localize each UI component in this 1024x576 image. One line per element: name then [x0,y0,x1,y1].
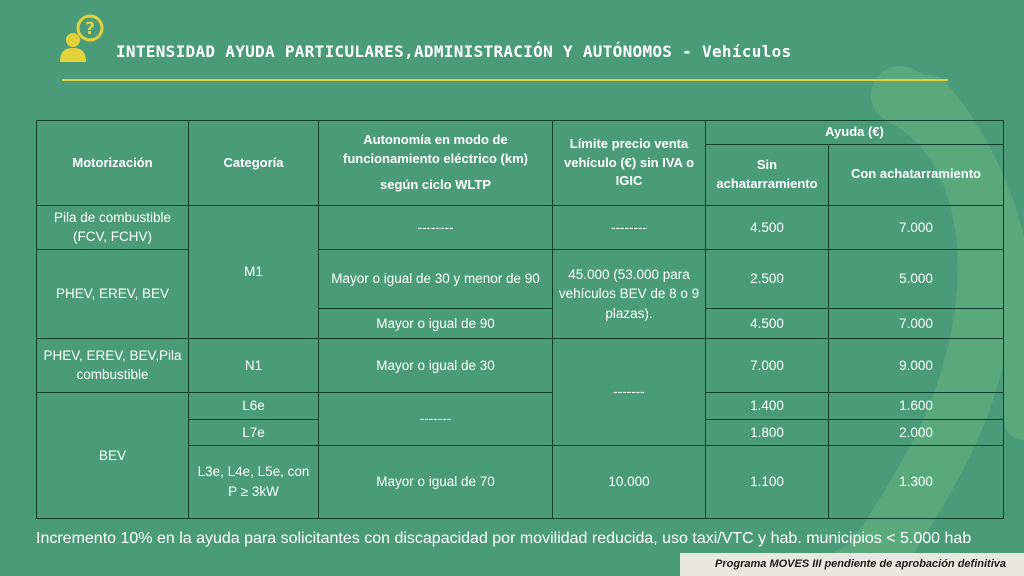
cell-motorizacion-bev: BEV [37,392,189,518]
cell-sin: 1.400 [706,392,829,419]
cell-con: 7.000 [829,308,1004,338]
cell-categoria-m1: M1 [189,205,319,338]
cell-sin: 4.500 [706,308,829,338]
cell-categoria: N1 [189,338,319,392]
cell-sin: 7.000 [706,338,829,392]
table-row [37,338,1004,392]
header-limite: Límite precio venta vehículo (€) sin IVA o IGIC [553,121,706,206]
page-title: INTENSIDAD AYUDA PARTICULARES,ADMINISTRACIÓN Y AUTÓNOMOS - Vehículos [116,42,792,61]
table-header-row [37,121,1004,145]
cell-sin: 1.100 [706,445,829,518]
header-categoria: Categoría [189,121,319,206]
status-banner: Programa MOVES III pendiente de aprobación definitiva [680,553,1024,576]
cell-sin: 1.800 [706,419,829,445]
cell-autonomia: Mayor o igual de 30 [319,338,553,392]
svg-text:?: ? [85,19,95,39]
header-motorizacion: Motorización [37,121,189,206]
header-sin-achatarramiento: Sin achatarramiento [706,144,829,205]
header-ayuda: Ayuda (€) [706,121,1004,145]
cell-motorizacion: Pila de combustible (FCV, FCHV) [37,205,189,249]
cell-limite: -------- [553,205,706,249]
table-row [37,205,1004,249]
title-underline [62,79,948,81]
cell-con: 1.300 [829,445,1004,518]
cell-autonomia: -------- [319,205,553,249]
header-autonomia-text: Autonomía en modo de funcionamiento eléctrico (km) [343,131,528,166]
cell-limite-m1: 45.000 (53.000 para vehículos BEV de 8 o 9 plazas). [553,249,706,338]
cell-con: 1.600 [829,392,1004,419]
cell-autonomia: Mayor o igual de 90 [319,308,553,338]
cell-categoria: L7e [189,419,319,445]
cell-con: 5.000 [829,249,1004,308]
cell-con: 7.000 [829,205,1004,249]
cell-autonomia: Mayor o igual de 70 [319,445,553,518]
header-autonomia [319,121,553,206]
table-row [37,392,1004,419]
cell-con: 9.000 [829,338,1004,392]
ayudas-table [36,120,1004,519]
cell-categoria: L3e, L4e, L5e, con P ≥ 3kW [189,445,319,518]
cell-autonomia: Mayor o igual de 30 y menor de 90 [319,249,553,308]
cell-sin: 4.500 [706,205,829,249]
footnote: Incremento 10% en la ayuda para solicitantes con discapacidad por movilidad reducida, uso taxi/VTC y hab. municipios < 5.000 hab [36,530,972,547]
cell-limite: 10.000 [553,445,706,518]
cell-motorizacion: PHEV, EREV, BEV,Pila combustible [37,338,189,392]
cell-con: 2.000 [829,419,1004,445]
cell-sin: 2.500 [706,249,829,308]
header-con-achatarramiento: Con achatarramiento [829,144,1004,205]
table-row [37,249,1004,308]
cell-categoria: L6e [189,392,319,419]
cell-autonomia-merged: ------- [319,392,553,445]
cell-limite-merged: ------- [553,338,706,445]
header-autonomia-wltp: según ciclo WLTP [380,177,491,193]
cell-motorizacion: PHEV, EREV, BEV [37,249,189,338]
person-question-icon [56,12,108,64]
